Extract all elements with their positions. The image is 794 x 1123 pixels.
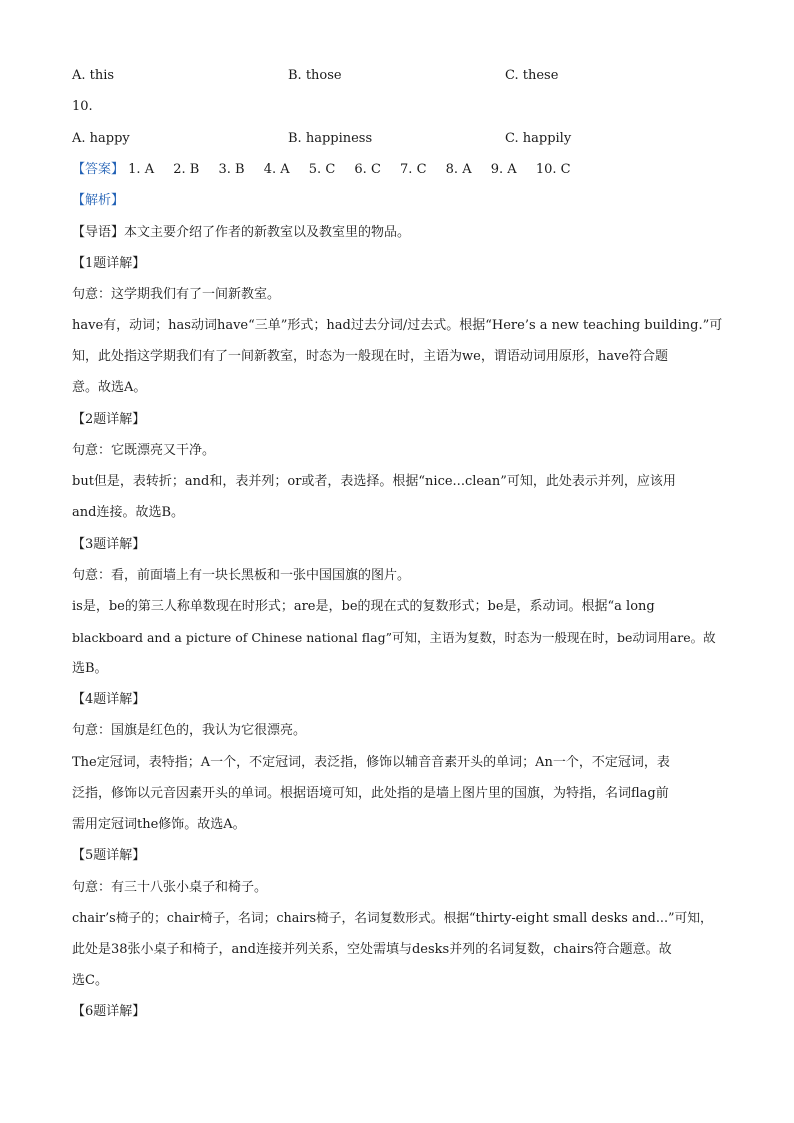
section-heading: 【1题详解】 [72,256,146,271]
text-line: 知，此处指这学期我们有了一间新教室，时态为一般现在时，主语为we，谓语动词用原形，have符合题 [72,349,668,364]
text-line: 选C。 [72,973,108,988]
text-line: 泛指，修饰以元音因素开头的单词。根据语境可知，此处指的是墙上图片里的国旗，为特指，名词flag前 [72,786,669,801]
analysis-label: 【解析】 [72,193,125,208]
answer-item: 8. A [445,162,472,177]
q9-options [72,68,722,84]
option-a: A. this [72,68,115,83]
text-line: 此处是38张小桌子和椅子，and连接并列关系，空处需填与desks并列的名词复数，chairs符合题意。故 [72,942,672,957]
text-line: have有，动词；has动词have“三单”形式；had过去分词/过去式。根据“Here’s a new teaching building.”可 [72,318,723,333]
answer-item: 10. C [535,162,571,177]
answer-label: 【答案】 [72,162,125,177]
section-heading: 【3题详解】 [72,537,146,552]
answer-item: 2. B [173,162,200,177]
text-line: 需用定冠词the修饰。故选A。 [72,817,246,832]
option-b: B. those [288,68,342,83]
answer-item: 7. C [400,162,427,177]
text-line: 句意：国旗是红色的，我认为它很漂亮。 [72,723,307,738]
answer-item: 1. A [128,162,155,177]
text-line: blackboard and a picture of Chinese national flag”可知，主语为复数，时态为一般现在时，be动词用are。故 [72,630,716,645]
text-line: is是，be的第三人称单数现在时形式；are是，be的现在式的复数形式；be是，系动词。根据“a long [72,599,655,614]
text-line: 意。故选A。 [72,380,147,395]
option-b: B. happiness [288,131,373,146]
option-c: C. happily [505,131,572,146]
answer-item: 3. B [218,162,245,177]
answer-item: 6. C [354,162,381,177]
section-heading: 【6题详解】 [72,1004,146,1019]
section-heading: 【5题详解】 [72,848,146,863]
option-c: C. these [505,68,559,83]
q10-options [72,131,722,147]
answer-item: 4. A [263,162,290,177]
text-line: 句意：它既漂亮又干净。 [72,443,216,458]
section-heading: 【4题详解】 [72,692,146,707]
answer-key [72,162,586,178]
text-line: 选B。 [72,661,108,676]
section-heading: 【2题详解】 [72,412,146,427]
text-line: 句意：这学期我们有了一间新教室。 [72,287,281,302]
answer-item: 5. C [308,162,336,177]
text-line: but但是，表转折；and和，表并列；or或者，表选择。根据“nice...clean”可知，此处表示并列，应该用 [72,474,676,489]
text-line: and连接。故选B。 [72,505,184,520]
text-line: chair’s椅子的；chair椅子，名词；chairs椅子，名词复数形式。根据“thirty-eight small desks and...”可知， [72,911,713,926]
text-line: The定冠词，表特指；A一个，不定冠词，表泛指，修饰以辅音音素开头的单词；An一个，不定冠词，表 [72,755,670,770]
text-line: 句意：有三十八张小桌子和椅子。 [72,880,268,895]
q10-number: 10. [72,99,93,114]
intro-line: 【导语】本文主要介绍了作者的新教室以及教室里的物品。 [72,225,411,240]
answer-item: 9. A [490,162,517,177]
text-line: 句意：看，前面墙上有一块长黑板和一张中国国旗的图片。 [72,568,411,583]
option-a: A. happy [72,131,130,146]
